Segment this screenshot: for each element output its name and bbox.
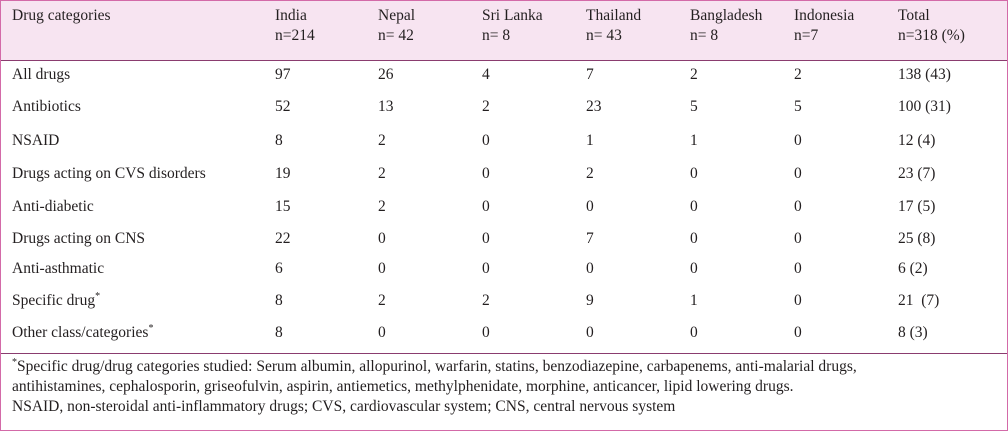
- table-cell: 0: [794, 292, 802, 309]
- table-cell: 52: [275, 98, 291, 115]
- table-cell: 7: [586, 230, 594, 247]
- table-cell: 8: [275, 132, 283, 149]
- row-category: Drugs acting on CNS: [12, 230, 146, 247]
- header-rule: [1, 60, 1007, 61]
- row-category: Specific drug: [12, 292, 96, 309]
- table-cell: 0: [794, 324, 802, 341]
- table-cell: 5: [794, 98, 802, 115]
- table-cell: 100 (31): [898, 98, 951, 115]
- column-header: [586, 6, 641, 46]
- row-category-cell: [12, 229, 145, 249]
- table-cell: 0: [690, 165, 698, 182]
- column-header-count: n= 8: [482, 27, 511, 44]
- row-category: Anti-asthmatic: [12, 260, 105, 277]
- row-category: Anti-diabetic: [12, 198, 94, 215]
- table-cell: 1: [586, 132, 594, 149]
- table-cell: 19: [275, 165, 291, 182]
- table-cell: 0: [482, 165, 490, 182]
- footnote-line: antihistamines, cephalosporin, griseofulvin, aspirin, antiemetics, methylphenidate, morphine, anticancer, lipid lowering drugs.: [12, 378, 794, 395]
- table-cell: 0: [378, 260, 386, 277]
- table-cell: 0: [378, 230, 386, 247]
- table-cell: 0: [794, 230, 802, 247]
- table-cell: 23: [586, 98, 602, 115]
- row-category: All drugs: [12, 66, 71, 83]
- table-cell: 0: [482, 324, 490, 341]
- row-category-cell: [12, 97, 81, 117]
- table-cell: 9: [586, 292, 594, 309]
- table-cell: 6: [275, 260, 283, 277]
- table-cell: 2: [378, 132, 386, 149]
- column-header: [378, 6, 415, 46]
- table-cell: 2: [378, 292, 386, 309]
- table-cell: 138 (43): [898, 66, 951, 83]
- table-cell: 0: [794, 132, 802, 149]
- table-cell: 12 (4): [898, 132, 936, 149]
- row-category-cell: [12, 131, 59, 151]
- table-cell: 25 (8): [898, 230, 936, 247]
- table-cell: 15: [275, 198, 291, 215]
- footnote-marker: *: [12, 357, 17, 368]
- table-cell: 0: [586, 324, 594, 341]
- table-cell: 0: [690, 198, 698, 215]
- table-cell: 6 (2): [898, 260, 928, 277]
- table-cell: 2: [482, 98, 490, 115]
- column-header: [482, 6, 543, 46]
- table-cell: 0: [794, 165, 802, 182]
- table-cell: 4: [482, 66, 490, 83]
- column-header-label: Total: [898, 7, 930, 24]
- table-cell: 22: [275, 230, 291, 247]
- table-cell: 8 (3): [898, 324, 928, 341]
- row-category-cell: [12, 291, 100, 311]
- table-cell: 0: [482, 132, 490, 149]
- table-cell: 2: [378, 198, 386, 215]
- row-category-cell: [12, 197, 94, 217]
- table-cell: 2: [586, 165, 594, 182]
- table-cell: 26: [378, 66, 394, 83]
- column-header: [12, 6, 111, 26]
- table-bottom-rule: [1, 353, 1007, 354]
- table-cell: 0: [690, 260, 698, 277]
- table-cell: 0: [482, 260, 490, 277]
- table-cell: 13: [378, 98, 394, 115]
- column-header-count: n= 43: [586, 27, 622, 44]
- column-header-count: n= 42: [378, 27, 414, 44]
- table-cell: 0: [794, 198, 802, 215]
- table-cell: 2: [690, 66, 698, 83]
- table-cell: 0: [378, 324, 386, 341]
- column-header-label: Drug categories: [12, 7, 111, 24]
- table-cell: 8: [275, 324, 283, 341]
- footnote-marker: *: [148, 323, 154, 334]
- table-cell: 7: [586, 66, 594, 83]
- table-cell: 1: [690, 292, 698, 309]
- table-cell: 17 (5): [898, 198, 936, 215]
- row-category-cell: [12, 65, 70, 85]
- table-cell: 23 (7): [898, 165, 936, 182]
- column-header: [690, 6, 762, 46]
- table-cell: 0: [482, 230, 490, 247]
- table-cell: 0: [794, 260, 802, 277]
- column-header-label: Indonesia: [794, 7, 855, 24]
- table-cell: 2: [378, 165, 386, 182]
- column-header-label: Bangladesh: [690, 7, 763, 24]
- table-cell: 0: [690, 324, 698, 341]
- footnote-marker: *: [95, 291, 101, 302]
- row-category: Other class/categories: [12, 324, 149, 341]
- table-cell: 2: [482, 292, 490, 309]
- table-footnote: [12, 357, 1002, 417]
- table-cell: 0: [586, 260, 594, 277]
- table-cell: 5: [690, 98, 698, 115]
- table-cell: 2: [794, 66, 802, 83]
- table-cell: 8: [275, 292, 283, 309]
- column-header: [275, 6, 315, 46]
- footnote-line: NSAID, non-steroidal anti-inflammatory drugs; CVS, cardiovascular system; CNS, central nervous system: [12, 398, 676, 415]
- table-cell: 0: [482, 198, 490, 215]
- column-header-count: n= 8: [690, 27, 719, 44]
- table-cell: 97: [275, 66, 291, 83]
- table-cell: 1: [690, 132, 698, 149]
- column-header-label: Thailand: [586, 7, 642, 24]
- column-header-count: n=214: [275, 27, 315, 44]
- column-header-count: n=318 (%): [898, 27, 965, 44]
- row-category-cell: [12, 164, 206, 184]
- column-header-count: n=7: [794, 27, 819, 44]
- row-category-cell: [12, 259, 104, 279]
- table-cell: 21 (7): [898, 292, 940, 309]
- row-category: NSAID: [12, 132, 60, 149]
- footnote-text: Specific drug/drug categories studied: Serum albumin, allopurinol, warfarin, statins, benzodiazepine, carbapenems, anti-malarial drugs,: [17, 358, 857, 375]
- column-header-label: Nepal: [378, 7, 416, 24]
- row-category: Antibiotics: [12, 98, 81, 115]
- row-category-cell: [12, 323, 153, 343]
- column-header-label: India: [275, 7, 307, 24]
- row-category: Drugs acting on CVS disorders: [12, 165, 206, 182]
- footnote-line: [12, 357, 1002, 377]
- column-header: [898, 6, 965, 46]
- column-header-label: Sri Lanka: [482, 7, 543, 24]
- table-cell: 0: [586, 198, 594, 215]
- table-cell: 0: [690, 230, 698, 247]
- column-header: [794, 6, 854, 46]
